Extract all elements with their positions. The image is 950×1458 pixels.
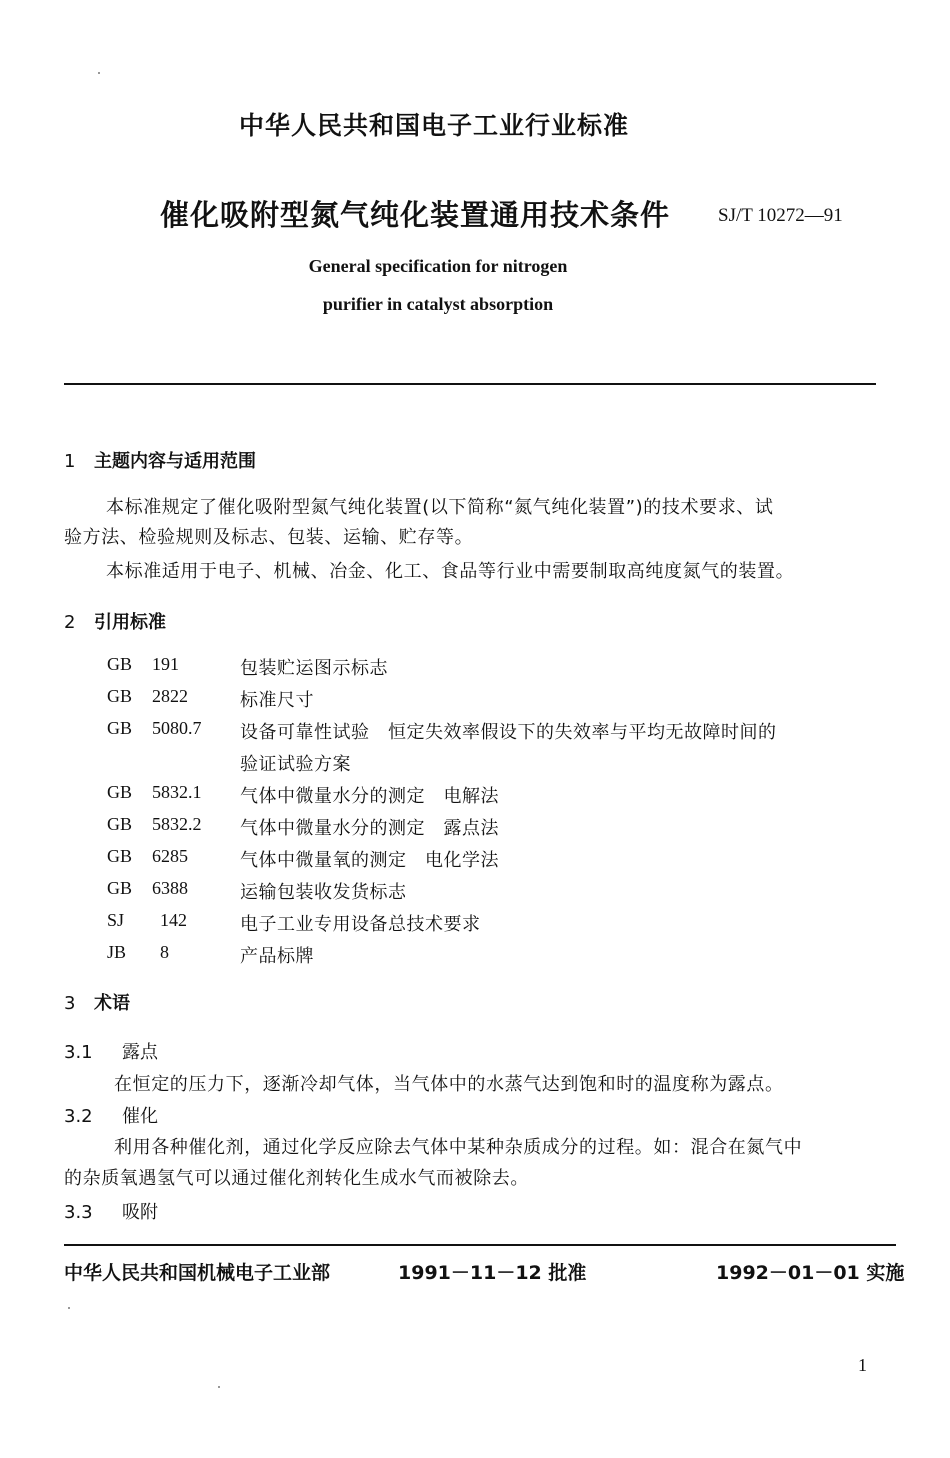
section-1-heading [64,447,256,473]
reference-number: 8 [160,942,169,962]
reference-number: 6388 [152,878,188,898]
page-number: 1 [858,1355,867,1375]
standard-code: SJ/T 10272—91 [718,205,843,226]
reference-number: 191 [152,654,179,674]
term-3-3-heading [64,1198,158,1224]
reference-title: 电子工业专用设备总技术要求 [240,914,481,935]
reference-code: GB [107,846,133,866]
section-2-heading [64,608,166,634]
section-title: 主题内容与适用范围 [94,451,256,472]
issuing-body-title: 中华人民共和国电子工业行业标准 [238,111,629,140]
reference-number: 6285 [152,846,188,866]
term-3-1-definition: 在恒定的压力下，逐渐冷却气体，当气体中的水蒸气达到饱和时的温度称为露点。 [114,1074,784,1095]
section-1-paragraph-1-line-2: 验方法、检验规则及标志、包装、运输、贮存等。 [64,527,474,548]
reference-title: 产品标牌 [240,946,314,967]
reference-title: 运输包装收发货标志 [240,882,407,903]
reference-code: JB [107,942,127,962]
reference-number: 142 [160,910,187,930]
term-number: 3.1 [64,1042,93,1063]
section-3-heading [64,989,130,1015]
footer-divider [64,1244,896,1246]
section-number: 1 [64,451,76,472]
reference-code: GB [107,654,133,674]
term-name: 催化 [122,1106,158,1127]
reference-number: 5080.7 [152,718,202,738]
scan-speck [98,72,100,74]
reference-title-continuation: 验证试验方案 [240,754,351,775]
term-3-2-definition-line-1: 利用各种催化剂，通过化学反应除去气体中某种杂质成分的过程。如：混合在氮气中 [114,1137,803,1158]
reference-code: SJ [107,910,125,930]
term-name: 吸附 [122,1202,158,1223]
scan-speck [218,1386,220,1388]
section-title: 引用标准 [94,612,166,633]
reference-code: GB [107,686,133,706]
section-number: 2 [64,612,76,633]
reference-code: GB [107,782,133,802]
reference-title: 标准尺寸 [240,690,314,711]
reference-title: 气体中微量水分的测定 电解法 [240,786,499,807]
section-title: 术语 [94,993,130,1014]
section-1-paragraph-2: 本标准适用于电子、机械、冶金、化工、食品等行业中需要制取高纯度氮气的装置。 [106,561,795,582]
reference-code: GB [107,718,133,738]
approval-date: 1991－11－12 批准 [398,1262,587,1284]
reference-title: 气体中微量氧的测定 电化学法 [240,850,499,871]
reference-title: 气体中微量水分的测定 露点法 [240,818,499,839]
reference-number: 2822 [152,686,188,706]
term-3-2-heading [64,1102,158,1128]
scan-speck [68,1307,70,1309]
standard-title: 催化吸附型氮气纯化装置通用技术条件 [160,198,671,232]
reference-title: 包装贮运图示标志 [240,658,388,679]
reference-code: GB [107,878,133,898]
term-number: 3.2 [64,1106,93,1127]
header-divider [64,383,876,385]
reference-title: 设备可靠性试验 恒定失效率假设下的失效率与平均无故障时间的 [240,722,777,743]
term-3-1-heading [64,1038,158,1064]
reference-number: 5832.2 [152,814,202,834]
term-number: 3.3 [64,1202,93,1223]
effective-date: 1992－01－01 实施 [716,1262,905,1284]
term-3-2-definition-line-2: 的杂质氧遇氢气可以通过催化剂转化生成水气而被除去。 [64,1168,529,1189]
english-title-line-1: General specification for nitrogen [308,256,568,276]
english-title-line-2: purifier in catalyst absorption [322,294,554,314]
section-number: 3 [64,993,76,1014]
term-name: 露点 [122,1042,158,1063]
issuing-ministry: 中华人民共和国机械电子工业部 [64,1262,331,1284]
reference-number: 5832.1 [152,782,202,802]
reference-code: GB [107,814,133,834]
section-1-paragraph-1-line-1: 本标准规定了催化吸附型氮气纯化装置(以下简称“氮气纯化装置”)的技术要求、试 [106,497,774,518]
